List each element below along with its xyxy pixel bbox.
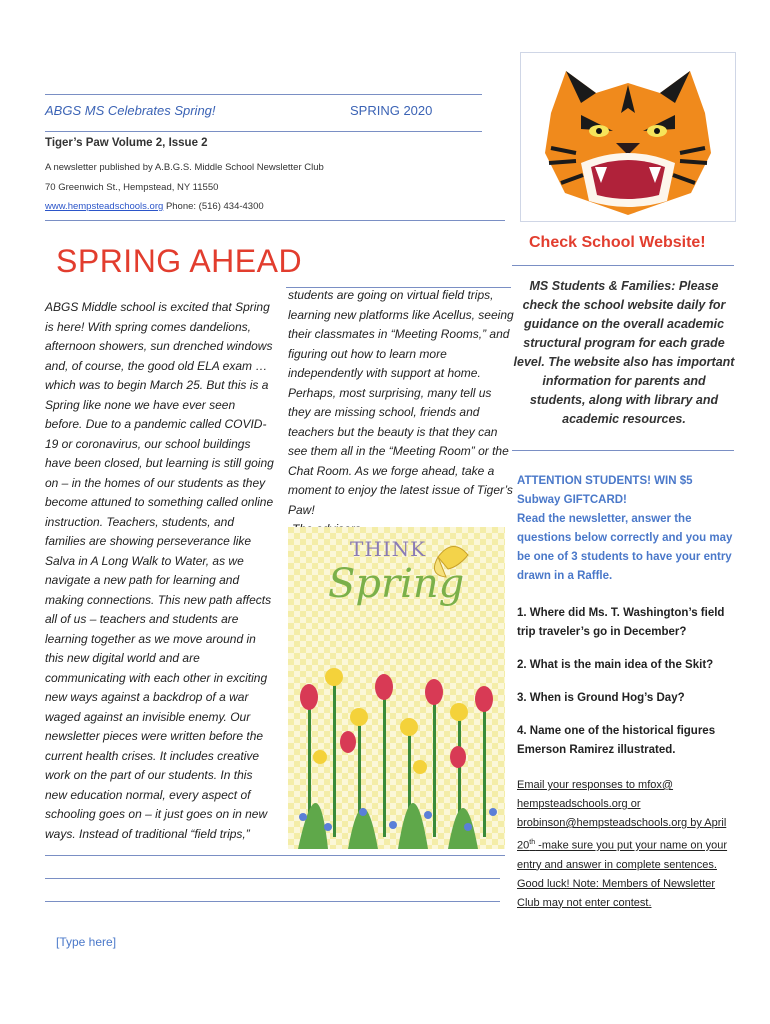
sidebar-rule-top xyxy=(512,265,734,266)
email-text-b: -make sure you put your name on your entry and answer in complete sentences. Good luck! Note: Members of Newsletter Club may not enter contest. xyxy=(517,839,728,909)
season-label: SPRING 2020 xyxy=(350,103,433,118)
contact-line xyxy=(45,201,264,212)
website-link[interactable]: www.hempsteadschools.org xyxy=(45,201,164,212)
header-rule-mid xyxy=(45,131,482,132)
think-word: THINK xyxy=(350,537,427,561)
header-rule-top xyxy=(45,94,482,95)
footer-rule-3 xyxy=(45,901,500,902)
question-4: 4. Name one of the historical figures Emerson Ramirez illustrated. xyxy=(517,725,716,756)
footer-rule-2 xyxy=(45,878,500,879)
article-column-2 xyxy=(288,286,514,540)
spring-word: Spring xyxy=(328,561,465,607)
email-text-a: Email your responses to mfox@ hempsteadschools.org or brobinson@hempsteadschools.org by April 20 xyxy=(517,779,727,852)
spring-flowers-illustration xyxy=(288,527,505,849)
sidebar-rule-bottom xyxy=(512,450,734,451)
volume-issue: Tiger’s Paw Volume 2, Issue 2 xyxy=(45,137,208,149)
email-sup: th xyxy=(529,839,536,846)
contest-heading: ATTENTION STUDENTS! WIN $5 Subway GIFTCARD! xyxy=(517,475,693,506)
tagline: ABGS MS Celebrates Spring! xyxy=(45,103,216,118)
article-title: SPRING AHEAD xyxy=(56,243,303,279)
address-line: 70 Greenwich St., Hempstead, NY 11550 xyxy=(45,182,219,193)
article-col2-text: students are going on virtual field trips, learning new platforms like Acellus, seeing their classmates in “Meeting Rooms,” and figuring out how to learn more independently with support at home. Perhaps, most surprising, many tell us they are missing school, friends and teachers but the beauty is that they can see them all in the “Meeting Room” or the Chat Room. As we forge ahead, take a moment to enjoy the latest issue of Tiger’s Paw! xyxy=(288,288,514,517)
article-col1-text: ABGS Middle school is excited that Spring is here! With spring comes dandelions, afternoon showers, sun drenched windows and, of course, the good old ELA exam …which was to begin March 25. But this is a Spring like none we have ever seen before. Due to a pandemic called COVID-19 or coronavirus, our school buildings have been closed, but learning is still going on – in the homes of our students as they become attuned to something called online instruction. Teachers, students, and families are showing perseverance like Salva in A Long Walk to Water, as we navigate a new path for learning and making connections. This new path affects all of us – teachers and students are learning together as we move around in this new digital world and are communicating with each other in exciting new ways against a backdrop of a war waged against an invisible enemy. Our newsletter pieces were written before the current health crises. It includes creative work on the part of our students. In this new education normal, every aspect of schooling goes on – it just goes on in new ways. Instead of traditional “field trips,” xyxy=(45,300,274,841)
tiger-icon xyxy=(521,53,735,221)
header-rule-bottom xyxy=(45,220,505,221)
tiger-mascot-image xyxy=(520,52,736,222)
publisher-line: A newsletter published by A.B.G.S. Middle School Newsletter Club xyxy=(45,162,324,173)
question-3: 3. When is Ground Hog’s Day? xyxy=(517,692,685,704)
question-1: 1. Where did Ms. T. Washington’s field trip traveler’s go in December? xyxy=(517,607,725,638)
phone-number: Phone: (516) 434-4300 xyxy=(165,201,264,212)
article-column-1 xyxy=(45,298,275,844)
question-2: 2. What is the main idea of the Skit? xyxy=(517,659,714,671)
check-website-title: Check School Website! xyxy=(529,234,706,251)
check-website-body: MS Students & Families: Please check the school website daily for guidance on the overall academic structural program for each grade level. The website also has important information for parents and students, along with library and academic resources. xyxy=(513,279,735,426)
type-here-placeholder[interactable]: [Type here] xyxy=(56,935,117,949)
contest-intro: Read the newsletter, answer the questions below correctly and you may be one of 3 students to have your entry drawn in a Raffle. xyxy=(517,513,733,582)
email-instructions[interactable] xyxy=(517,776,735,913)
contest-panel xyxy=(517,472,735,913)
footer-rule-1 xyxy=(45,855,505,856)
